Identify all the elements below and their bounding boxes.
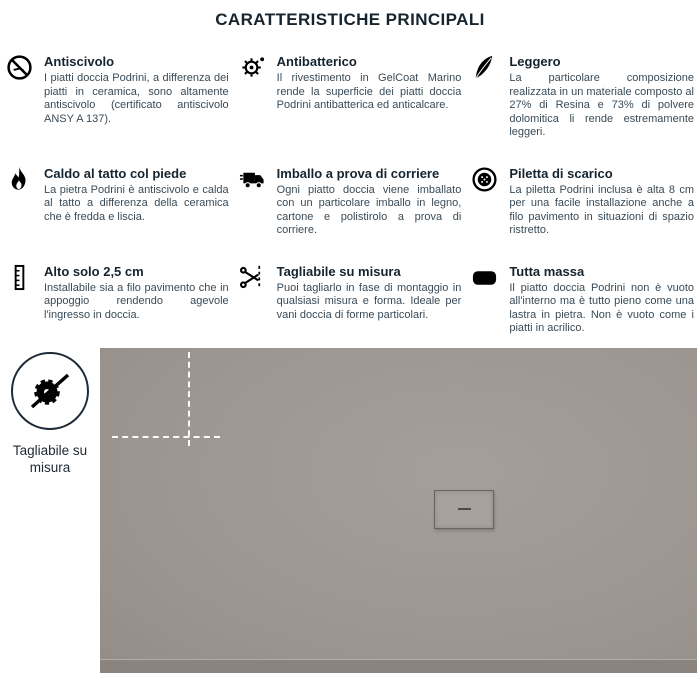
feature-description: La piletta Podrini inclusa è alta 8 cm per una facile installazione anche a filo pavimento in situazioni di spazio ristretto. <box>509 183 694 236</box>
feature-antiscivolo <box>6 54 229 140</box>
circular-saw-icon <box>11 352 89 430</box>
no-slip-icon <box>6 54 36 84</box>
feature-description: La particolare composizione realizzata in un materiale composto al 27% di Resina e 73% di polvere dolomitica li rende estremamente leggeri. <box>509 72 694 138</box>
cut-line-vertical <box>188 352 190 446</box>
feature-description: I piatti doccia Podrini, a differenza dei piatti in ceramica, sono altamente antiscivolo (certificato antiscivolo ANSY A 137). <box>44 72 229 125</box>
solid-slab-icon <box>471 264 501 294</box>
scissors-icon <box>239 264 269 294</box>
feature-title: Leggero <box>509 54 561 69</box>
feature-title: Imballo a prova di corriere <box>276 165 440 181</box>
feature-description: Puoi tagliarlo in fase di montaggio in qualsiasi misura e forma. Ideale per vani doccia di forme particolari. <box>276 281 462 321</box>
feature-title: Tutta massa <box>509 263 585 279</box>
bottom-section <box>0 348 700 673</box>
truck-icon <box>239 166 269 196</box>
cut-to-size-badge <box>0 348 100 673</box>
feature-leggero <box>471 54 694 140</box>
cut-line-horizontal <box>112 436 220 438</box>
page-title: CARATTERISTICHE PRINCIPALI <box>215 10 485 29</box>
product-features-page <box>0 10 700 700</box>
feature-title: Piletta di scarico <box>509 165 613 181</box>
cut-badge-label: Tagliabile su misura <box>12 442 88 475</box>
flame-icon <box>6 166 36 196</box>
feature-description: Ogni piatto doccia viene imballato con un particolare imballo in legno, cartone e polistirolo a prova di corriere. <box>276 183 462 236</box>
feature-description: Il piatto doccia Podrini non è vuoto all'interno ma è tutto pieno come una lastra in pietra. Non è vuoto come i piatti in acrilico. <box>509 281 694 334</box>
feature-caldo-al-tatto <box>6 166 229 238</box>
feature-description: La pietra Podrini è antiscivolo e calda al tatto a differenza della ceramica che è fredda e liscia. <box>44 183 229 223</box>
feature-imballo <box>239 166 462 238</box>
feature-title: Tagliabile su misura <box>276 263 401 279</box>
feature-description: Il rivestimento in GelCoat Marino rende la superficie dei piatti doccia Podrini antibatterica ed anticalcare. <box>276 72 462 111</box>
feature-antibatterico <box>239 54 462 140</box>
feature-title: Alto solo 2,5 cm <box>44 263 144 279</box>
drain-icon <box>471 166 501 196</box>
feature-tutta-massa <box>471 264 694 336</box>
tray-front-edge <box>100 659 697 673</box>
feature-alto-2-5-cm <box>6 264 229 336</box>
feature-title: Antibatterico <box>276 54 357 69</box>
features-grid <box>0 54 700 336</box>
feature-description: Installabile sia a filo pavimento che in appoggio rendendo agevole l'ingresso in doccia. <box>44 281 229 321</box>
ruler-icon <box>6 264 36 294</box>
feather-icon <box>471 54 501 84</box>
feature-piletta <box>471 166 694 238</box>
drain-cover <box>434 490 494 529</box>
bacteria-icon <box>239 54 269 84</box>
feature-title: Caldo al tatto col piede <box>44 165 187 181</box>
shower-tray-photo <box>100 348 697 673</box>
drain-handle <box>458 508 471 510</box>
feature-tagliabile <box>239 264 462 336</box>
feature-title: Antiscivolo <box>44 54 115 69</box>
